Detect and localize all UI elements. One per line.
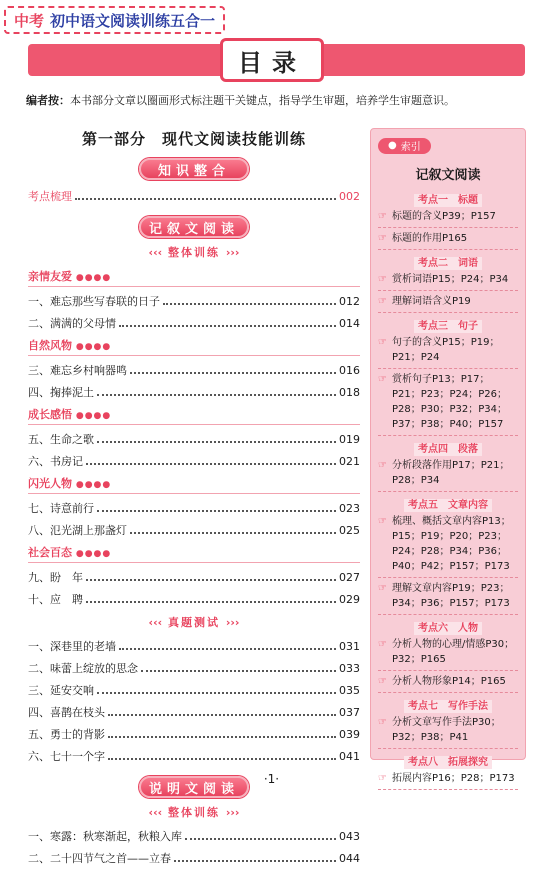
sidebar-heading: 记叙文阅读 — [415, 167, 481, 183]
table-of-contents — [28, 150, 360, 870]
toc-row[interactable] — [28, 746, 360, 768]
leader-dots — [97, 505, 336, 512]
hand-pointer-icon: ☞ — [378, 459, 387, 471]
index-item — [378, 272, 518, 291]
index-item-text: 赏析词语P15；P24；P34 — [392, 273, 509, 285]
hand-pointer-icon: ☞ — [378, 675, 387, 687]
toc-row[interactable] — [28, 382, 360, 404]
leader-dots — [163, 298, 336, 305]
category-heading — [28, 266, 360, 287]
toc-row[interactable] — [28, 567, 360, 589]
editor-note — [26, 92, 455, 108]
double-chevron-left-icon: ‹‹‹ — [148, 616, 163, 629]
toc-row-page: 023 — [339, 502, 360, 515]
double-chevron-right-icon: ››› — [225, 806, 240, 819]
index-item-text: 分析人物的心理/情感P30；P32；P165 — [392, 638, 515, 665]
leader-dots — [141, 665, 336, 672]
hand-pointer-icon: ☞ — [378, 210, 387, 222]
toc-row[interactable] — [28, 702, 360, 724]
toc-row-page: 043 — [339, 830, 360, 843]
index-item-text: 理解词语含义P19 — [392, 295, 471, 307]
keypoint-label: 考点八 拓展探究 — [404, 756, 492, 769]
toc-row-title: 三、延安交响 — [28, 684, 94, 697]
page-number: ·1· — [263, 772, 280, 786]
toc-row-title: 一、难忘那些写春联的日子 — [28, 295, 160, 308]
index-item — [378, 715, 518, 749]
subsection-title: 整体训练 — [168, 246, 220, 259]
toc-row-page: 021 — [339, 455, 360, 468]
index-item-text: 拓展内容P16；P28；P173 — [392, 772, 515, 784]
keypoint-label: 考点三 句子 — [414, 320, 482, 333]
toc-row[interactable] — [28, 680, 360, 702]
keypoint-heading — [378, 440, 518, 455]
keypoint-label: 考点二 词语 — [414, 257, 482, 270]
toc-row-page: 037 — [339, 706, 360, 719]
leader-dots — [185, 833, 336, 840]
dots-decoration: ●●●● — [75, 273, 112, 283]
toc-row-title: 六、七十一个字 — [28, 750, 105, 763]
toc-row-title: 二、满满的父母情 — [28, 317, 116, 330]
index-item-text: 理解文章内容P19；P23；P34；P36；P157；P173 — [392, 582, 510, 609]
toc-row-title: 四、掬捧泥土 — [28, 386, 94, 399]
category-label: 闪光人物 — [28, 477, 72, 490]
toc-row-title: 六、书房记 — [28, 455, 83, 468]
index-sidebar — [370, 128, 526, 784]
keypoint-heading — [378, 697, 518, 712]
toc-row-page: 012 — [339, 295, 360, 308]
series-name: 初中语文阅读训练五合一 — [50, 11, 216, 30]
leader-dots — [86, 458, 336, 465]
category-heading — [28, 404, 360, 425]
toc-row-title: 考点梳理 — [28, 190, 72, 203]
hand-pointer-icon: ☞ — [378, 515, 387, 527]
index-item — [378, 209, 518, 228]
hand-pointer-icon: ☞ — [378, 772, 387, 784]
index-tab — [378, 138, 431, 154]
toc-row-page: 039 — [339, 728, 360, 741]
leader-dots — [119, 320, 336, 327]
keypoint-heading — [378, 254, 518, 269]
toc-row-title: 十、应 聘 — [28, 593, 83, 606]
section-pill-knowledge: 知识整合 — [139, 158, 249, 180]
index-item — [378, 458, 518, 492]
toc-row[interactable] — [28, 520, 360, 542]
category-heading — [28, 542, 360, 563]
toc-row-title: 一、寒露：秋寒渐起，秋粮入库 — [28, 830, 182, 843]
hand-pointer-icon: ☞ — [378, 373, 387, 385]
keypoint-label: 考点七 写作手法 — [404, 700, 492, 713]
category-label: 自然风物 — [28, 339, 72, 352]
leader-dots — [97, 389, 336, 396]
series-prefix: 中考 — [14, 11, 45, 30]
leader-dots — [130, 527, 336, 534]
leader-dots — [108, 731, 336, 738]
toc-row-title: 七、诗意前行 — [28, 502, 94, 515]
part-title: 第一部分 现代文阅读技能训练 — [82, 130, 307, 148]
hand-pointer-icon: ☞ — [378, 273, 387, 285]
editor-note-label: 编者按： — [26, 94, 70, 107]
index-item — [378, 637, 518, 671]
index-item-text: 赏析句子P13；P17；P21；P23；P24；P26；P28；P30；P32；P34；P37；P38；P40；P157 — [392, 373, 508, 430]
hand-pointer-icon: ☞ — [378, 232, 387, 244]
toc-row-title: 一、深巷里的老墙 — [28, 640, 116, 653]
toc-row-page: 031 — [339, 640, 360, 653]
keypoint-label: 考点六 人物 — [414, 622, 482, 635]
leader-dots — [174, 855, 336, 862]
index-item — [378, 231, 518, 250]
toc-row[interactable] — [28, 313, 360, 335]
index-item — [378, 372, 518, 436]
section-pill-expository: 说明文阅读 — [139, 776, 249, 798]
toc-row-page: 018 — [339, 386, 360, 399]
hand-pointer-icon: ☞ — [378, 716, 387, 728]
leader-dots — [130, 367, 336, 374]
page-title: 目录 — [220, 38, 324, 82]
leader-dots — [108, 709, 336, 716]
toc-row[interactable] — [28, 658, 360, 680]
dots-decoration: ●●●● — [75, 480, 112, 490]
dots-decoration: ●●●● — [75, 549, 112, 559]
series-label — [4, 6, 225, 34]
keypoint-heading — [378, 753, 518, 768]
category-label: 社会百态 — [28, 546, 72, 559]
toc-row-title: 五、勇士的背影 — [28, 728, 105, 741]
leader-dots — [108, 753, 336, 760]
toc-row-page: 029 — [339, 593, 360, 606]
toc-row-title: 五、生命之歌 — [28, 433, 94, 446]
toc-row-title: 八、氾光湖上那盏灯 — [28, 524, 127, 537]
toc-row-page: 002 — [339, 190, 360, 203]
toc-row-title: 四、喜鹊在枝头 — [28, 706, 105, 719]
toc-row-page: 027 — [339, 571, 360, 584]
toc-row[interactable] — [28, 360, 360, 382]
toc-row-page: 014 — [339, 317, 360, 330]
toc-row-title: 九、盼 年 — [28, 571, 83, 584]
editor-note-text: 本书部分文章以圈画形式标注题干关键点，指导学生审题，培养学生审题意识。 — [70, 94, 455, 107]
index-item-text: 梳理、概括文章内容P13；P15；P19；P20；P23；P24；P28；P34；P36；P40；P42；P157；P173 — [392, 515, 511, 572]
toc-row[interactable] — [28, 848, 360, 870]
toc-row[interactable] — [28, 636, 360, 658]
index-item — [378, 674, 518, 693]
double-chevron-right-icon: ››› — [225, 616, 240, 629]
keypoint-heading — [378, 317, 518, 332]
hand-pointer-icon: ☞ — [378, 638, 387, 650]
index-item-text: 分析段落作用P17；P21；P28；P34 — [392, 459, 510, 486]
hand-pointer-icon: ☞ — [378, 295, 387, 307]
keypoint-heading — [378, 191, 518, 206]
toc-row-page: 025 — [339, 524, 360, 537]
keypoint-heading — [378, 619, 518, 634]
leader-dots — [97, 436, 336, 443]
dots-decoration: ●●●● — [75, 411, 112, 421]
subsection-heading — [28, 614, 360, 630]
toc-row[interactable] — [28, 451, 360, 473]
leader-dots — [119, 643, 336, 650]
index-tab-label: 索引 — [400, 142, 421, 153]
index-item — [378, 581, 518, 615]
keypoint-label: 考点五 文章内容 — [404, 499, 492, 512]
leader-dots — [75, 193, 336, 200]
toc-row[interactable] — [28, 498, 360, 520]
toc-row-page: 035 — [339, 684, 360, 697]
subsection-title: 真题测试 — [168, 616, 220, 629]
toc-row[interactable] — [28, 186, 360, 208]
double-chevron-left-icon: ‹‹‹ — [148, 246, 163, 259]
circle-icon: ● — [388, 140, 397, 151]
index-item-text: 分析人物形象P14；P165 — [392, 675, 506, 687]
hand-pointer-icon: ☞ — [378, 582, 387, 594]
index-item-text: 句子的含义P15；P19；P21；P24 — [392, 336, 500, 363]
double-chevron-left-icon: ‹‹‹ — [148, 806, 163, 819]
toc-row-title: 二、味蕾上绽放的思念 — [28, 662, 138, 675]
keypoint-label: 考点四 段落 — [414, 443, 482, 456]
category-label: 成长感悟 — [28, 408, 72, 421]
index-item — [378, 294, 518, 313]
double-chevron-right-icon: ››› — [225, 246, 240, 259]
toc-row[interactable] — [28, 724, 360, 746]
toc-row-page: 044 — [339, 852, 360, 865]
index-item-text: 分析文章写作手法P30；P32；P38；P41 — [392, 716, 501, 743]
dots-decoration: ●●●● — [75, 342, 112, 352]
index-item — [378, 335, 518, 369]
toc-row-page: 016 — [339, 364, 360, 377]
toc-row-page: 041 — [339, 750, 360, 763]
toc-row[interactable] — [28, 429, 360, 451]
toc-row[interactable] — [28, 826, 360, 848]
leader-dots — [86, 574, 336, 581]
subsection-title: 整体训练 — [168, 806, 220, 819]
leader-dots — [97, 687, 336, 694]
toc-row-title: 二、二十四节气之首——立春 — [28, 852, 171, 865]
leader-dots — [86, 596, 336, 603]
category-heading — [28, 473, 360, 494]
category-heading — [28, 335, 360, 356]
index-item — [378, 514, 518, 578]
subsection-heading — [28, 804, 360, 820]
index-item-text: 标题的含义P39；P157 — [392, 210, 496, 222]
keypoint-heading — [378, 496, 518, 511]
toc-row-page: 019 — [339, 433, 360, 446]
section-pill-narrative: 记叙文阅读 — [139, 216, 249, 238]
subsection-heading — [28, 244, 360, 260]
category-label: 亲情友爱 — [28, 270, 72, 283]
toc-row-page: 033 — [339, 662, 360, 675]
keypoint-label: 考点一 标题 — [414, 194, 482, 207]
toc-row[interactable] — [28, 589, 360, 611]
toc-row[interactable] — [28, 291, 360, 313]
index-item-text: 标题的作用P165 — [392, 232, 468, 244]
toc-row-title: 三、难忘乡村响器鸣 — [28, 364, 127, 377]
hand-pointer-icon: ☞ — [378, 336, 387, 348]
